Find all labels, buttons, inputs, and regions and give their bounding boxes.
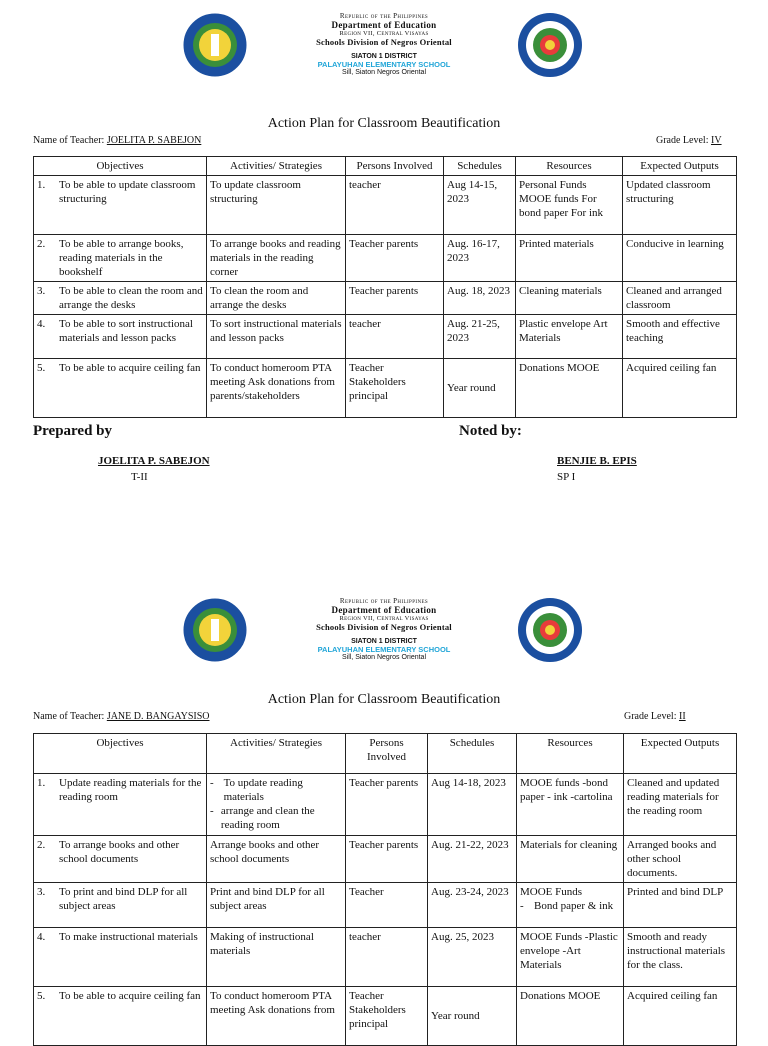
- schedule-cell: Aug 14-15, 2023: [444, 176, 516, 235]
- objective-cell: To be able to sort instructional materials and lesson packs: [59, 318, 193, 344]
- outputs-cell: Acquired ceiling fan: [623, 359, 737, 418]
- grade-line: [656, 135, 722, 146]
- schedule-cell: Aug. 25, 2023: [428, 928, 517, 987]
- header-objectives: Objectives: [34, 734, 207, 774]
- activities-cell: To conduct homeroom PTA meeting Ask donations from: [207, 987, 346, 1046]
- department-line: Department of Education: [331, 605, 437, 615]
- persons-cell: teacher: [346, 928, 428, 987]
- persons-cell: Teacher parents: [346, 235, 444, 282]
- activities-cell: To clean the room and arrange the desks: [207, 282, 346, 315]
- noted-by-position: SP I: [557, 471, 576, 483]
- schedule-cell: Year round: [444, 359, 516, 418]
- outputs-cell: Cleaned and updated reading materials for the reading room: [624, 774, 737, 836]
- letterhead: [0, 0, 768, 110]
- objective-cell: To be able to update classroom structuring: [59, 179, 196, 205]
- row-number: 3.: [37, 886, 46, 898]
- prepared-by-name: JOELITA P. SABEJON: [98, 455, 210, 467]
- resources-cell: MOOE Funds - Bond paper & ink: [517, 883, 624, 928]
- table-row: [34, 883, 737, 928]
- schedule-cell: Aug. 18, 2023: [444, 282, 516, 315]
- grade-label: Grade Level:: [624, 711, 677, 722]
- table-row: [34, 315, 737, 359]
- deped-seal: [517, 597, 583, 663]
- grade-line: [624, 711, 686, 722]
- outputs-cell: Arranged books and other school documents.: [624, 836, 737, 883]
- persons-cell: Teacher parents: [346, 774, 428, 836]
- row-number: 4.: [37, 931, 46, 943]
- schedule-cell: Aug. 21-22, 2023: [428, 836, 517, 883]
- row-number: 2.: [37, 839, 46, 851]
- resources-cell: Donations MOOE: [517, 987, 624, 1046]
- region-line: Region VII, Central Visayas: [339, 615, 429, 622]
- objective-cell: To make instructional materials: [59, 931, 198, 943]
- persons-cell: Teacher: [346, 883, 428, 928]
- row-number: 3.: [37, 285, 46, 297]
- objective-cell: To be able to acquire ceiling fan: [59, 362, 201, 374]
- persons-cell: Teacher parents: [346, 282, 444, 315]
- deped-seal: [517, 12, 583, 78]
- header-schedules: Schedules: [428, 734, 517, 774]
- activities-cell: Print and bind DLP for all subject areas: [207, 883, 346, 928]
- objective-cell: To arrange books and other school documents: [59, 839, 180, 865]
- school-seal: [182, 12, 248, 78]
- teacher-label: Name of Teacher:: [33, 135, 105, 146]
- school-address: Sill, Siaton Negros Oriental: [341, 69, 427, 76]
- resources-cell: MOOE Funds -Plastic envelope -Art Materials: [517, 928, 624, 987]
- outputs-cell: Acquired ceiling fan: [624, 987, 737, 1046]
- deped-seal-icon: [517, 597, 583, 663]
- district-line: SIATON 1 DISTRICT: [351, 638, 417, 645]
- department-line: Department of Education: [331, 20, 437, 30]
- teacher-line: [33, 711, 210, 722]
- schedule-cell: Year round: [428, 987, 517, 1046]
- objective-cell: Update reading materials for the reading room: [59, 777, 202, 803]
- outputs-cell: Cleaned and arranged classroom: [623, 282, 737, 315]
- resources-cell: Cleaning materials: [516, 282, 623, 315]
- plan-title: Action Plan for Classroom Beautification: [267, 116, 501, 131]
- prepared-by-position: T-II: [131, 471, 148, 483]
- plan-title: Action Plan for Classroom Beautification: [267, 692, 501, 707]
- outputs-cell: Conducive in learning: [623, 235, 737, 282]
- letterhead-text: [250, 12, 518, 76]
- prepared-by-label: Prepared by: [33, 423, 113, 439]
- resources-cell: Plastic envelope Art Materials: [516, 315, 623, 359]
- row-number: 4.: [37, 318, 46, 330]
- header-persons: Persons Involved: [346, 734, 428, 774]
- header-outputs: Expected Outputs: [624, 734, 737, 774]
- noted-by-label: Noted by:: [459, 423, 522, 439]
- persons-cell: Teacher Stakeholders principal: [346, 359, 444, 418]
- table-row: [34, 987, 737, 1046]
- objective-cell: To be able to clean the room and arrange the desks: [59, 285, 203, 311]
- division-line: Schools Division of Negros Oriental: [316, 37, 452, 47]
- header-resources: Resources: [516, 157, 623, 176]
- school-seal: [182, 597, 248, 663]
- header-outputs: Expected Outputs: [623, 157, 737, 176]
- plan-page-1: [0, 0, 768, 520]
- header-objectives: Objectives: [34, 157, 207, 176]
- header-persons: Persons Involved: [346, 157, 444, 176]
- region-line: Region VII, Central Visayas: [339, 30, 429, 37]
- outputs-cell: Smooth and ready instructional materials for the class.: [624, 928, 737, 987]
- republic-line: Republic of the Philippines: [339, 597, 429, 605]
- resources-cell: Materials for cleaning: [517, 836, 624, 883]
- grade-value: II: [678, 711, 686, 722]
- persons-cell: teacher: [346, 315, 444, 359]
- schedule-cell: Aug. 16-17, 2023: [444, 235, 516, 282]
- schedule-cell: Aug. 21-25, 2023: [444, 315, 516, 359]
- objective-cell: To be able to arrange books, reading materials in the bookshelf: [59, 238, 184, 278]
- row-number: 1.: [37, 777, 46, 789]
- noted-by-name: BENJIE B. EPIS: [557, 455, 637, 467]
- resources-cell: Printed materials: [516, 235, 623, 282]
- activities-cell: To sort instructional materials and lesson packs: [207, 315, 346, 359]
- teacher-name: JANE D. BANGAYSISO: [106, 711, 210, 722]
- letterhead-text: [250, 597, 518, 661]
- table-header-row: [34, 157, 737, 176]
- division-line: Schools Division of Negros Oriental: [316, 622, 452, 632]
- objective-cell: To be able to acquire ceiling fan: [59, 990, 201, 1002]
- grade-value: IV: [710, 135, 722, 146]
- header-activities: Activities/ Strategies: [207, 157, 346, 176]
- header-resources: Resources: [517, 734, 624, 774]
- table-header-row: [34, 734, 737, 774]
- persons-cell: Teacher parents: [346, 836, 428, 883]
- activity-item: arrange and clean the reading room: [220, 805, 315, 831]
- table-row: [34, 928, 737, 987]
- persons-cell: teacher: [346, 176, 444, 235]
- table-row: [34, 176, 737, 235]
- schedule-cell: Aug. 23-24, 2023: [428, 883, 517, 928]
- resource-item: MOOE Funds: [520, 886, 583, 898]
- letterhead: [0, 585, 768, 695]
- objective-cell: To print and bind DLP for all subject areas: [59, 886, 188, 912]
- teacher-line: [33, 135, 201, 146]
- activities-cell: To conduct homeroom PTA meeting Ask donations from parents/stakeholders: [207, 359, 346, 418]
- activities-cell: To update classroom structuring: [207, 176, 346, 235]
- activities-cell: Making of instructional materials: [207, 928, 346, 987]
- resources-cell: Personal Funds MOOE funds For bond paper For ink: [516, 176, 623, 235]
- table-row: [34, 235, 737, 282]
- resources-cell: Donations MOOE: [516, 359, 623, 418]
- school-name: PALAYUHAN ELEMENTARY SCHOOL: [317, 645, 451, 654]
- activities-cell: - To update reading materials - arrange and clean the reading room: [207, 774, 346, 836]
- header-activities: Activities/ Strategies: [207, 734, 346, 774]
- school-seal-icon: [182, 597, 248, 663]
- outputs-cell: Updated classroom structuring: [623, 176, 737, 235]
- outputs-cell: Printed and bind DLP: [624, 883, 737, 928]
- school-seal-icon: [182, 12, 248, 78]
- row-number: 5.: [37, 990, 46, 1002]
- row-number: 1.: [37, 179, 46, 191]
- row-number: 2.: [37, 238, 46, 250]
- header-schedules: Schedules: [444, 157, 516, 176]
- grade-label: Grade Level:: [656, 135, 709, 146]
- resource-item: Bond paper & ink: [534, 900, 614, 912]
- table-row: [34, 359, 737, 418]
- activities-cell: Arrange books and other school documents: [207, 836, 346, 883]
- district-line: SIATON 1 DISTRICT: [351, 53, 417, 60]
- activity-item: To update reading materials: [223, 777, 303, 803]
- persons-cell: Teacher Stakeholders principal: [346, 987, 428, 1046]
- table-row: [34, 836, 737, 883]
- republic-line: Republic of the Philippines: [339, 12, 429, 20]
- plan-page-2: [0, 585, 768, 1030]
- school-address: Sill, Siaton Negros Oriental: [341, 654, 427, 661]
- teacher-name: JOELITA P. SABEJON: [106, 135, 202, 146]
- action-plan-table: [33, 156, 737, 418]
- outputs-cell: Smooth and effective teaching: [623, 315, 737, 359]
- schedule-cell: Aug 14-18, 2023: [428, 774, 517, 836]
- table-row: [34, 282, 737, 315]
- resources-cell: MOOE funds -bond paper - ink -cartolina: [517, 774, 624, 836]
- row-number: 5.: [37, 362, 46, 374]
- action-plan-table: [33, 733, 737, 1046]
- school-name: PALAYUHAN ELEMENTARY SCHOOL: [317, 60, 451, 69]
- table-row: [34, 774, 737, 836]
- activities-cell: To arrange books and reading materials in the reading corner: [207, 235, 346, 282]
- deped-seal-icon: [517, 12, 583, 78]
- teacher-label: Name of Teacher:: [33, 711, 105, 722]
